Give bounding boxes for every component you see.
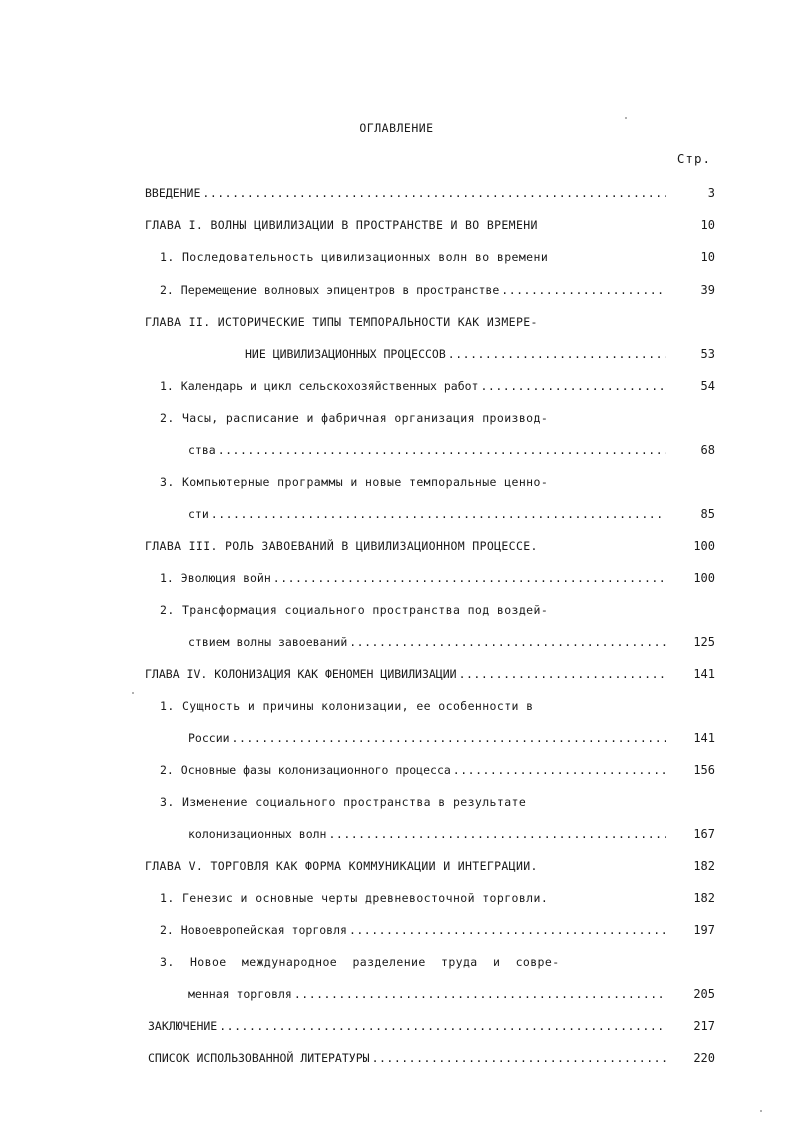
toc-entry-continuation [188, 984, 668, 1004]
page-column-header: Стр. [676, 151, 711, 166]
toc-entry-section: 2. Трансформация социального пространства под воздей- [160, 603, 549, 617]
toc-entry-text: ГЛАВА IV. КОЛОНИЗАЦИЯ КАК ФЕНОМЕН ЦИВИЛИЗАЦИИ [145, 667, 457, 681]
toc-page-number: 141 [693, 731, 715, 745]
toc-entry-text: 1. Календарь и цикл сельскохозяйственных работ [160, 379, 479, 393]
toc-page-number: 3 [707, 186, 715, 200]
toc-entry-chapter-1: ГЛАВА I. ВОЛНЫ ЦИВИЛИЗАЦИИ В ПРОСТРАНСТВЕ И ВО ВРЕМЕНИ [145, 218, 538, 232]
toc-entry-section [160, 568, 668, 588]
toc-entry-text: 2. Перемещение волновых эпицентров в пространстве [160, 283, 500, 297]
toc-page-number: 39 [700, 283, 715, 297]
toc-page-number: 141 [693, 667, 715, 681]
toc-page-number: 10 [700, 250, 715, 264]
toc-entry-continuation [188, 504, 668, 524]
toc-page-number: 220 [693, 1051, 715, 1065]
toc-entry-text: ства [188, 443, 216, 457]
scan-speck [132, 692, 134, 694]
toc-entry-section: 1. Сущность и причины колонизации, ее особенности в [160, 699, 534, 713]
toc-entry-conclusion [148, 1016, 668, 1036]
toc-entry-text: ствием волны завоеваний [188, 635, 348, 649]
toc-entry-chapter-3: ГЛАВА III. РОЛЬ ЗАВОЕВАНИЙ В ЦИВИЛИЗАЦИОННОМ ПРОЦЕССЕ. [145, 539, 538, 553]
toc-entry-text: менная торговля [188, 987, 292, 1001]
toc-page-number: 182 [693, 891, 715, 905]
toc-entry-text: ВВЕДЕНИЕ [145, 186, 201, 200]
toc-page-number: 205 [693, 987, 715, 1001]
toc-entry-chapter-2: ГЛАВА II. ИСТОРИЧЕСКИЕ ТИПЫ ТЕМПОРАЛЬНОСТИ КАК ИЗМЕРЕ- [145, 315, 538, 329]
toc-entry-chapter-5: ГЛАВА V. ТОРГОВЛЯ КАК ФОРМА КОММУНИКАЦИИ И ИНТЕГРАЦИИ. [145, 859, 538, 873]
toc-entry-continuation [188, 728, 668, 748]
toc-entry-text: 1. Эволюция войн [160, 571, 271, 585]
toc-entry-introduction [145, 183, 668, 203]
toc-page-number: 217 [693, 1019, 715, 1033]
toc-page-number: 167 [693, 827, 715, 841]
toc-page-number: 197 [693, 923, 715, 937]
scan-speck [625, 117, 627, 119]
toc-entry-section: 3. Изменение социального пространства в результате [160, 795, 527, 809]
toc-page-number: 156 [693, 763, 715, 777]
toc-entry-section [160, 280, 668, 300]
scan-speck [760, 1110, 762, 1112]
toc-entry-continuation [188, 632, 668, 652]
toc-entry-section: 2. Часы, расписание и фабричная организация производ- [160, 411, 549, 425]
toc-entry-text: СПИСОК ИСПОЛЬЗОВАННОЙ ЛИТЕРАТУРЫ [148, 1051, 370, 1065]
toc-entry-section [160, 760, 668, 780]
toc-entry-section: 3. Компьютерные программы и новые темпоральные ценно- [160, 475, 549, 489]
toc-entry-text: России [188, 731, 230, 745]
toc-entry-continuation [188, 440, 668, 460]
toc-page-number: 100 [693, 539, 715, 553]
toc-page-number: 53 [700, 347, 715, 361]
toc-entry-text: 2. Новоевропейская торговля [160, 923, 347, 937]
toc-entry-continuation [245, 344, 668, 364]
toc-entry-text: сти [188, 507, 209, 521]
toc-entry-section: 3. Новое международное разделение труда и совре- [160, 955, 560, 969]
toc-entry-text: 2. Основные фазы колонизационного процесса [160, 763, 451, 777]
toc-page-number: 125 [693, 635, 715, 649]
toc-page-number: 100 [693, 571, 715, 585]
toc-entry-text: ЗАКЛЮЧЕНИЕ [148, 1019, 218, 1033]
toc-page-number: 54 [700, 379, 715, 393]
toc-entry-text: колонизационных волн [188, 827, 327, 841]
toc-page-number: 68 [700, 443, 715, 457]
toc-page-number: 182 [693, 859, 715, 873]
toc-entry-bibliography [148, 1048, 668, 1068]
toc-entry-chapter-4 [145, 664, 668, 684]
toc-page-number: 85 [700, 507, 715, 521]
toc-entry-continuation [188, 824, 668, 844]
toc-entry-section [160, 376, 668, 396]
page-title: ОГЛАВЛЕНИЕ [359, 121, 434, 135]
toc-entry-text: НИЕ ЦИВИЛИЗАЦИОННЫХ ПРОЦЕССОВ [245, 347, 446, 361]
toc-page-number: 10 [700, 218, 715, 232]
toc-entry-section [160, 920, 668, 940]
toc-entry-section: 1. Генезис и основные черты древневосточной торговли. [160, 891, 549, 905]
toc-entry-section: 1. Последовательность цивилизационных волн во времени [160, 250, 549, 264]
